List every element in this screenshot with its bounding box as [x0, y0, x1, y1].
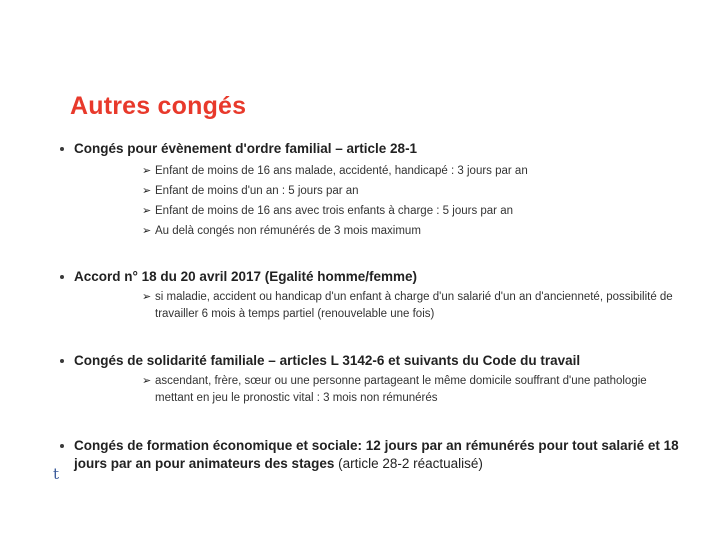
sub-item	[142, 201, 680, 221]
sub-item	[142, 373, 680, 407]
section-solidarite-familiale	[60, 352, 680, 407]
arrow-bullet-icon: ➢	[142, 205, 152, 217]
bullet-dot-icon	[60, 147, 64, 151]
sub-list	[142, 373, 680, 407]
sub-item-text: Enfant de moins de 16 ans avec trois enfants à charge : 5 jours par an	[155, 205, 513, 217]
slide-title: Autres congés	[70, 92, 247, 120]
sub-item-text: ascendant, frère, sœur ou une personne partageant le même domicile souffrant d'une pathologie mettant en jeu le pronostic vital : 3 mois non rémunérés	[155, 375, 647, 404]
section-heading-row	[60, 437, 680, 473]
sub-item	[142, 181, 680, 201]
sub-item	[142, 289, 680, 323]
section-heading-row	[60, 268, 680, 286]
arrow-bullet-icon: ➢	[142, 185, 152, 197]
sub-item-text: Enfant de moins d'un an : 5 jours par an	[155, 185, 359, 197]
arrow-bullet-icon: ➢	[142, 165, 152, 177]
sub-item-text: Enfant de moins de 16 ans malade, accidenté, handicapé : 3 jours par an	[155, 165, 528, 177]
footer-marker: t	[53, 465, 60, 483]
section-heading-row	[60, 352, 680, 370]
sub-item	[142, 161, 680, 181]
arrow-bullet-icon: ➢	[142, 291, 152, 303]
section-heading	[74, 437, 680, 473]
sub-item-text: si maladie, accident ou handicap d'un enfant à charge d'un salarié d'un an d'ancienneté, possibilité de travailler 6 mois à temps partiel (renouvelable une fois)	[155, 291, 673, 320]
sub-list	[142, 161, 680, 241]
section-heading: Accord n° 18 du 20 avril 2017 (Egalité homme/femme)	[74, 269, 418, 284]
section-formation-economique	[60, 437, 680, 473]
section-heading-bold: Congés de formation économique et sociale: 12 jours par an rémunérés pour tout salarié et 18 jours par an pour animateurs des stages	[74, 438, 679, 471]
bullet-dot-icon	[60, 444, 64, 448]
arrow-bullet-icon: ➢	[142, 225, 152, 237]
bullet-dot-icon	[60, 275, 64, 279]
section-conges-familial	[60, 140, 680, 241]
bullet-dot-icon	[60, 359, 64, 363]
sub-item-text: Au delà congés non rémunérés de 3 mois maximum	[155, 225, 421, 237]
section-accord-18	[60, 268, 680, 323]
sub-item	[142, 221, 680, 241]
section-heading-normal: (article 28-2 réactualisé)	[334, 456, 483, 471]
section-heading-row	[60, 140, 680, 158]
arrow-bullet-icon: ➢	[142, 375, 152, 387]
section-heading: Congés de solidarité familiale – articles L 3142-6 et suivants du Code du travail	[74, 353, 581, 368]
section-heading: Congés pour évènement d'ordre familial – article 28-1	[74, 141, 418, 156]
sub-list	[142, 289, 680, 323]
